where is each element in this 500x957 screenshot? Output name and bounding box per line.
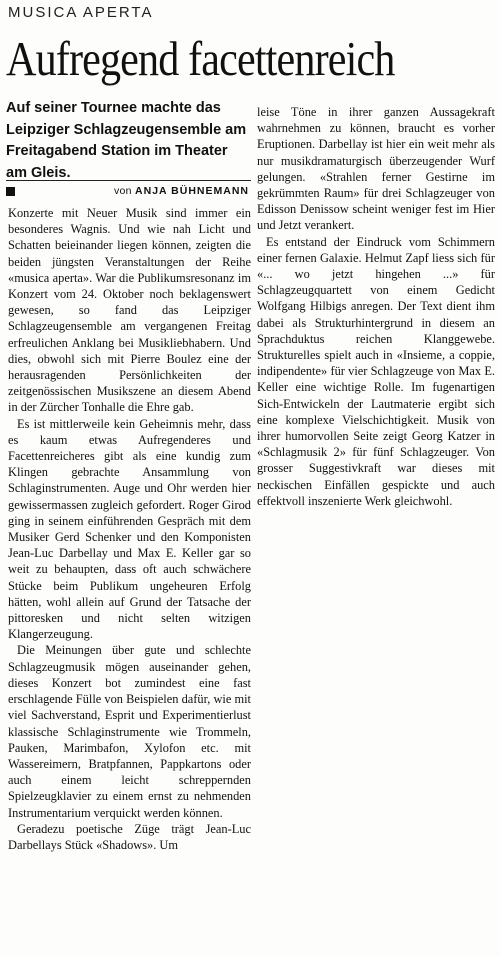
headline: Aufregend facettenreich: [6, 31, 395, 86]
lead-paragraph: Auf seiner Tournee machte das Leipziger Schlagzeugensemble am Freitagabend Station im Theater am Gleis.: [6, 100, 247, 181]
article-column-left: [8, 205, 251, 853]
paragraph: Es entstand der Eindruck vom Schimmern einer fernen Galaxie. Helmut Zapf liess sich für «... wo jetzt hingehen ...» für Schlagzeugquartett von einem Gedicht Wolfgang Hilbigs anregen. Der Text dient ihm dabei als Strukturhintergrund in diesem an Sprachduktus reichen Klanggewebe. Strukturelles spielt auch in «Insieme, a coppie, indipendente» für vier Schlagzeuge von Max E. Keller eine wichtige Rolle. Im fugenartigen Sich-Entwickeln der Lautmaterie ergibt sich eine komplexe Vielschichtigkeit. Musik von ihrer humorvollen Seite zeigt Georg Katzer in «Schlagmusik 2» für fünf Schlagzeuger. Von grosser Suggestivkraft war dieses mit neckischen Einfällen gespickte und auch effektvoll inszenierte Werk gleichwohl.: [257, 234, 495, 508]
author-name: ANJA BÜHNEMANN: [135, 185, 249, 197]
byline: [6, 180, 251, 201]
paragraph: Die Meinungen über gute und schlechte Schlagzeugmusik mögen auseinander gehen, dieses Konzert bot zumindest eine fast erschlagende Fülle von Beispielen dafür, wie mit viel Sachverstand, Esprit und Experimentierlust klassische Schlaginstrumente wie Trommeln, Pauken, Marimbafon, Xylofon etc. mit Wassereimern, Bratpfannen, Pappkartons oder auch einem leicht schreppernden Spielzeugklavier zu einem ernst zu nehmenden Instrumentarium verquickt werden können.: [8, 643, 251, 820]
article-column-right: [257, 104, 495, 509]
paragraph: Geradezu poetische Züge trägt Jean-Luc Darbellays Stück «Shadows». Um: [8, 821, 251, 852]
paragraph: Konzerte mit Neuer Musik sind immer ein besonderes Wagnis. Und wie nah Licht und Schatten beieinander liegen können, zeigten die beiden jüngsten Veranstaltungen der Reihe «musica aperta». War die Publikumsresonanz im Konzert vom 24. Oktober noch beklagenswert gewesen, so fand das Leipziger Schlagzeugensemble am vergangenen Freitag erfreulichen Anklang bei Musikliebhabern. Und dies, obwohl sich mit Pierre Boulez eine der herausragenden Persönlichkeiten der zeitgenössischen Musikszene an diesem Abend in der Zürcher Tonhalle die Ehre gab.: [8, 206, 251, 415]
byline-square-mark: [6, 187, 15, 196]
section-rubric: MUSICA APERTA: [8, 4, 154, 21]
byline-prefix: von: [113, 185, 132, 197]
paragraph: leise Töne in ihrer ganzen Aussagekraft wahrnehmen zu können, braucht es vorher Eruptionen. Darbellay ist hier ein weit mehr als nur musikdramaturgisch überzeugender Wurf gelungen. «Strahlen ferner Gestirne im gekrümmten Raum» für drei Schlagzeuger von Edisson Denissow scheint weniger fest im Hier und Jetzt verankert.: [257, 105, 495, 233]
paragraph: Es ist mittlerweile kein Geheimnis mehr, dass es kaum etwas Aufregenderes und Facettenreicheres gibt als eine kundig zum Klingen gebrachte Ansammlung von Schlaginstrumenten. Auge und Ohr werden hier gewissermassen zugleich gefordert. Roger Girod ging in seinem einführenden Gespräch mit dem Musiker Gerd Schenker und den Komponisten Jean-Luc Darbellay und Max E. Keller gar so weit zu behaupten, dass oft auch schwächere Stücke beim Publikum ungeheuren Erfolg hätten, wohl allein auf Grund der Tatsache der pittoresken und nicht selten witzigen Klangerzeugung.: [8, 416, 251, 642]
